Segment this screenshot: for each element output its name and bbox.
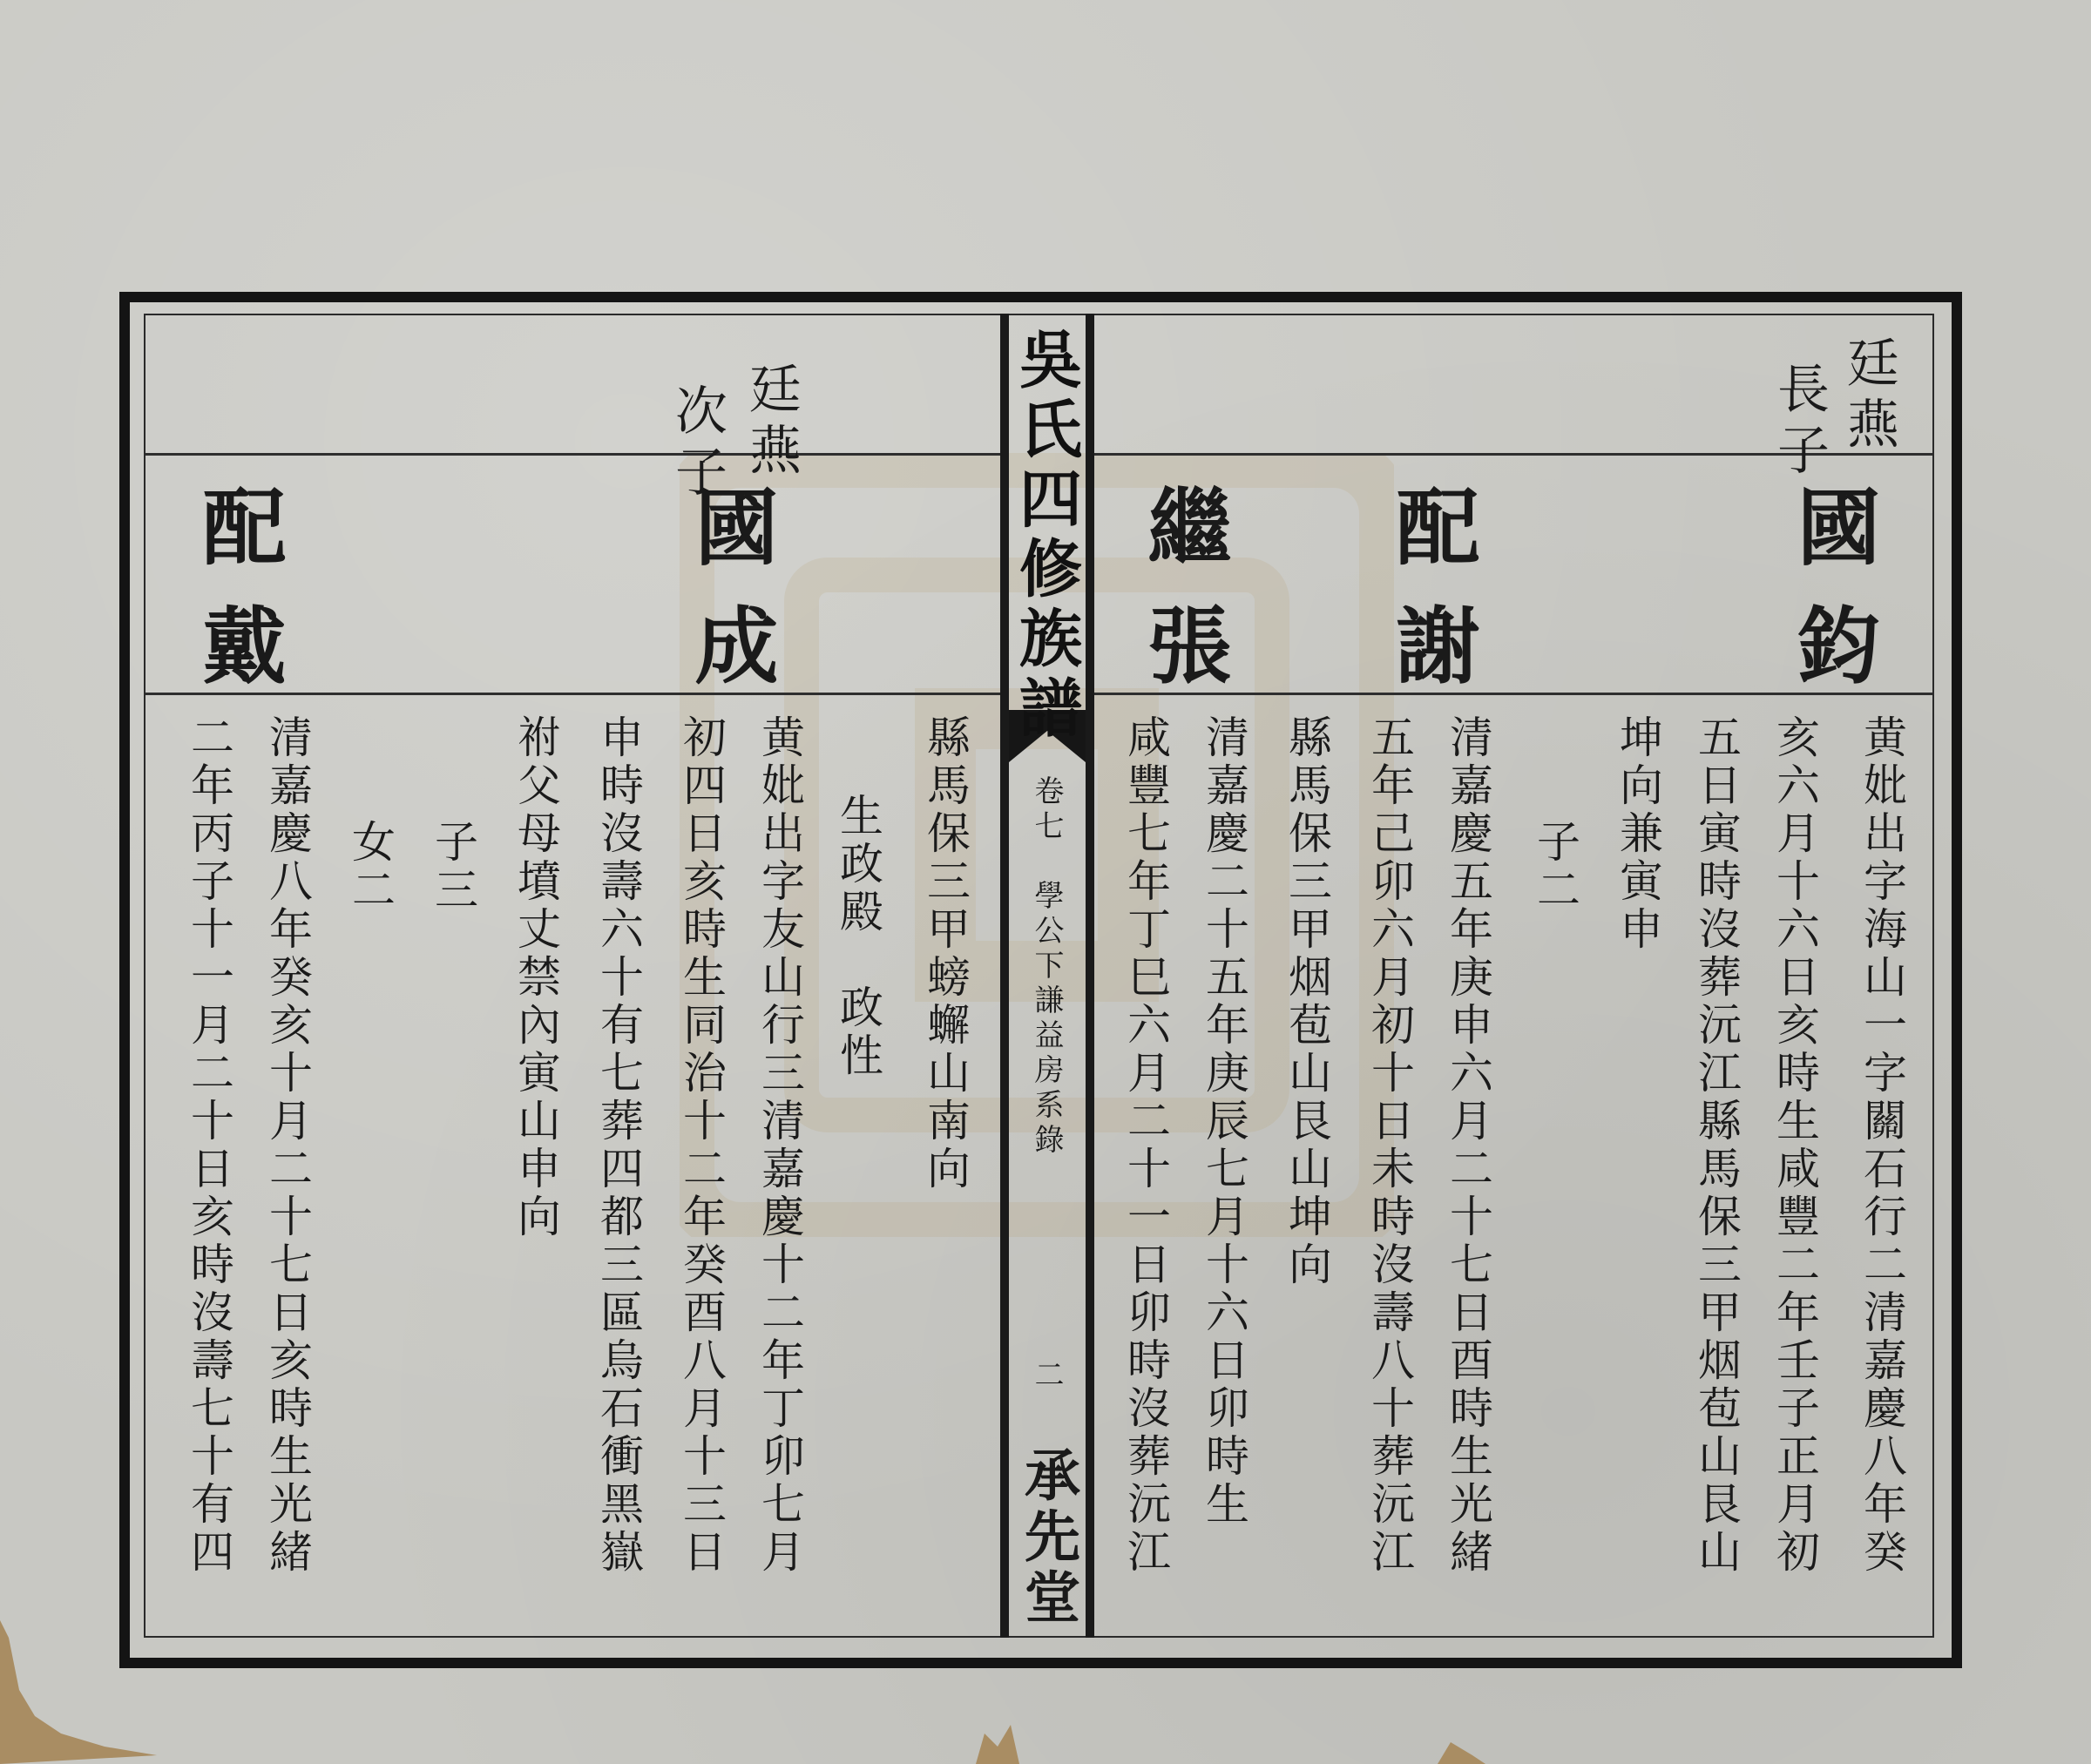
left-birth-order: 次子 — [667, 383, 727, 505]
right-spouse-1: 配謝 — [1383, 483, 1481, 720]
right-father-name: 廷燕 — [1838, 335, 1899, 457]
right-spouse-1-bio-3: 縣馬保三甲烟苞山艮山坤向 — [1282, 714, 1332, 1289]
section-title: 學公下謙益房系錄 — [1029, 880, 1064, 1159]
right-bio-line-3: 五日寅時沒葬沅江縣馬保三甲烟苞山艮山 — [1691, 714, 1742, 1577]
right-bio-line-1: 黄妣出字海山一字關石行二清嘉慶八年癸 — [1857, 714, 1907, 1577]
book-title: 吳氏四修族譜 — [1009, 327, 1083, 745]
right-spouse-2: 繼張 — [1134, 483, 1233, 720]
left-spouse-bio-2: 二年丙子十一月二十日亥時沒壽七十有四 — [184, 714, 234, 1577]
left-continued-location: 縣馬保三甲螃蠏山南向 — [920, 714, 971, 1193]
left-person-name: 國成 — [681, 483, 780, 720]
right-sons: 子二 — [1530, 819, 1580, 915]
right-bio-line-2: 亥六月十六日亥時生咸豐二年壬子正月初 — [1770, 714, 1820, 1577]
right-spouse-2-bio-1: 清嘉慶二十五年庚辰七月十六日卯時生 — [1199, 714, 1249, 1529]
spine-right-border — [1086, 314, 1094, 1638]
page-number: 二 — [1029, 1359, 1064, 1394]
left-spouse-bio-1: 清嘉慶八年癸亥十月二十七日亥時生光緒 — [262, 714, 313, 1577]
right-spouse-2-bio-2: 咸豐七年丁巳六月二十一日卯時沒葬沅江 — [1120, 714, 1171, 1577]
right-children-note: 生政殿 政性 — [833, 793, 883, 1080]
left-sons: 子三 — [428, 819, 478, 915]
left-bio-line-3: 申時沒壽六十有七葬四都三區烏石衝黑嶽 — [593, 714, 644, 1577]
right-spouse-1-bio-2: 五年己卯六月初十日未時沒壽八十葬沅江 — [1364, 714, 1415, 1577]
header-rule-left — [145, 453, 1000, 456]
right-birth-order: 長子 — [1769, 362, 1830, 483]
left-bio-line-2: 初四日亥時生同治十二年癸酉八月十三日 — [676, 714, 727, 1577]
left-spouse: 配戴 — [189, 483, 288, 720]
left-father-name: 廷燕 — [741, 362, 802, 483]
torn-paper-edge — [0, 1568, 2091, 1764]
left-bio-line-4: 祔父母墳丈禁內寅山申向 — [511, 714, 561, 1241]
left-bio-line-1: 黄妣出字友山行三清嘉慶十二年丁卯七月 — [755, 714, 805, 1577]
right-spouse-1-bio-1: 清嘉慶五年庚申六月二十七日酉時生光緒 — [1443, 714, 1493, 1577]
spine-left-border — [1000, 314, 1009, 1638]
hall-name: 承先堂 — [1015, 1446, 1080, 1629]
right-bio-line-4: 坤向兼寅申 — [1613, 714, 1663, 954]
right-person-name: 國鈞 — [1783, 483, 1882, 720]
volume-number: 卷七 — [1029, 775, 1064, 845]
left-daughters: 女二 — [345, 819, 396, 915]
